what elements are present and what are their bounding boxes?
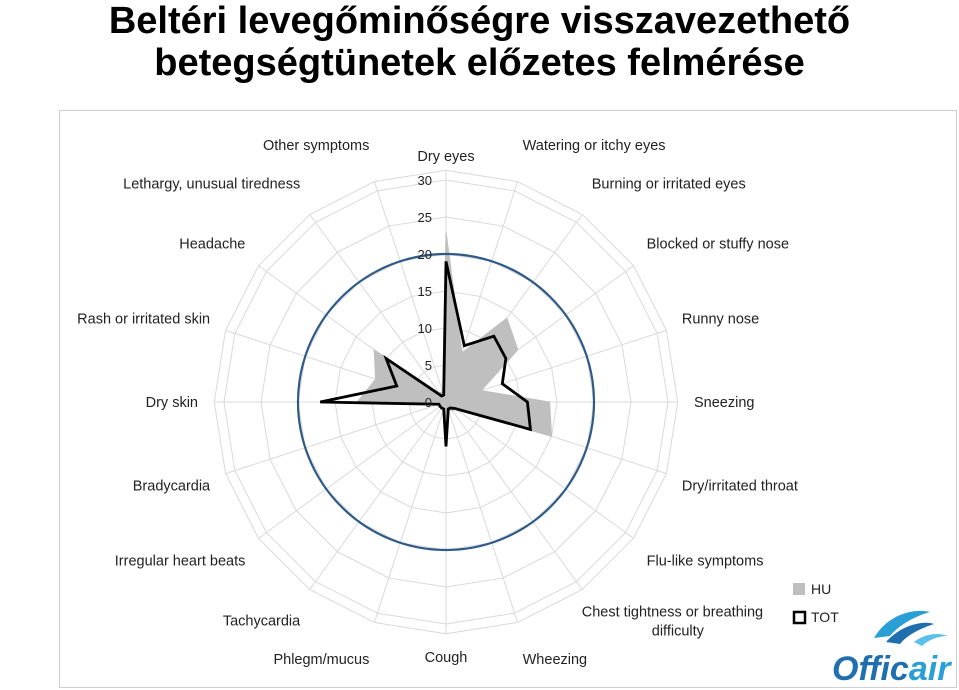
- category-label-15: Bradycardia: [132, 478, 211, 495]
- slide-title: [0, 0, 959, 84]
- category-label-12: Phlegm/mucus: [273, 651, 370, 668]
- tick-label-25: 25: [417, 210, 432, 225]
- tick-label-5: 5: [424, 358, 432, 373]
- category-label-14: Irregular heart beats: [114, 553, 246, 570]
- tick-label-20: 20: [417, 247, 432, 262]
- tick-label-30: 30: [417, 173, 432, 188]
- category-label-18: Headache: [179, 236, 246, 253]
- grid-spoke-15: [226, 402, 446, 474]
- category-label-7: Dry/irritated throat: [681, 478, 798, 495]
- tick-label-0: 0: [424, 395, 432, 410]
- category-label-11: Cough: [424, 650, 468, 666]
- category-label-16: Dry skin: [145, 395, 198, 411]
- category-label-13: Tachycardia: [222, 613, 301, 630]
- svg-text:Officair: [832, 650, 952, 688]
- radar-chart-frame: [59, 110, 957, 688]
- bird-wave-icon: [874, 611, 948, 646]
- radar-chart: [60, 111, 956, 687]
- category-label-3: Burning or irritated eyes: [591, 176, 746, 193]
- category-label-5: Runny nose: [681, 311, 760, 328]
- grid-spoke-12: [374, 402, 446, 622]
- officair-logo: [830, 606, 956, 688]
- tick-label-10: 10: [417, 321, 432, 336]
- legend-swatch-hu: [793, 583, 805, 595]
- tick-labels: [418, 173, 432, 410]
- category-label-1: Dry eyes: [417, 149, 475, 165]
- grid-spoke-10: [446, 402, 518, 622]
- category-label-2: Watering or itchy eyes: [522, 138, 666, 155]
- category-label-6: Sneezing: [694, 395, 755, 411]
- category-label-19: Lethargy, unusual tiredness: [123, 176, 301, 193]
- category-label-4: Blocked or stuffy nose: [646, 236, 790, 253]
- slide-title-line-2: betegségtünetek előzetes felmérése: [154, 42, 805, 84]
- logo-text-part1: Offic: [832, 650, 909, 688]
- slide-title-line-1: Beltéri levegőminőségre visszavezethető: [108, 0, 851, 42]
- category-label-9: Chest tightness or breathing difficulty: [581, 604, 764, 640]
- series-hu-area: [357, 232, 551, 437]
- category-label-10: Wheezing: [522, 651, 588, 668]
- logo-text-part2: air: [908, 650, 951, 688]
- legend-swatch-tot: [794, 612, 805, 623]
- legend-label-hu: HU: [811, 581, 832, 597]
- tick-label-15: 15: [417, 284, 432, 299]
- legend-label-tot: TOT: [811, 609, 839, 625]
- category-label-17: Rash or irritated skin: [77, 311, 211, 328]
- category-label-8: Flu-like symptoms: [646, 553, 764, 570]
- category-label-20: Other symptoms: [263, 138, 370, 155]
